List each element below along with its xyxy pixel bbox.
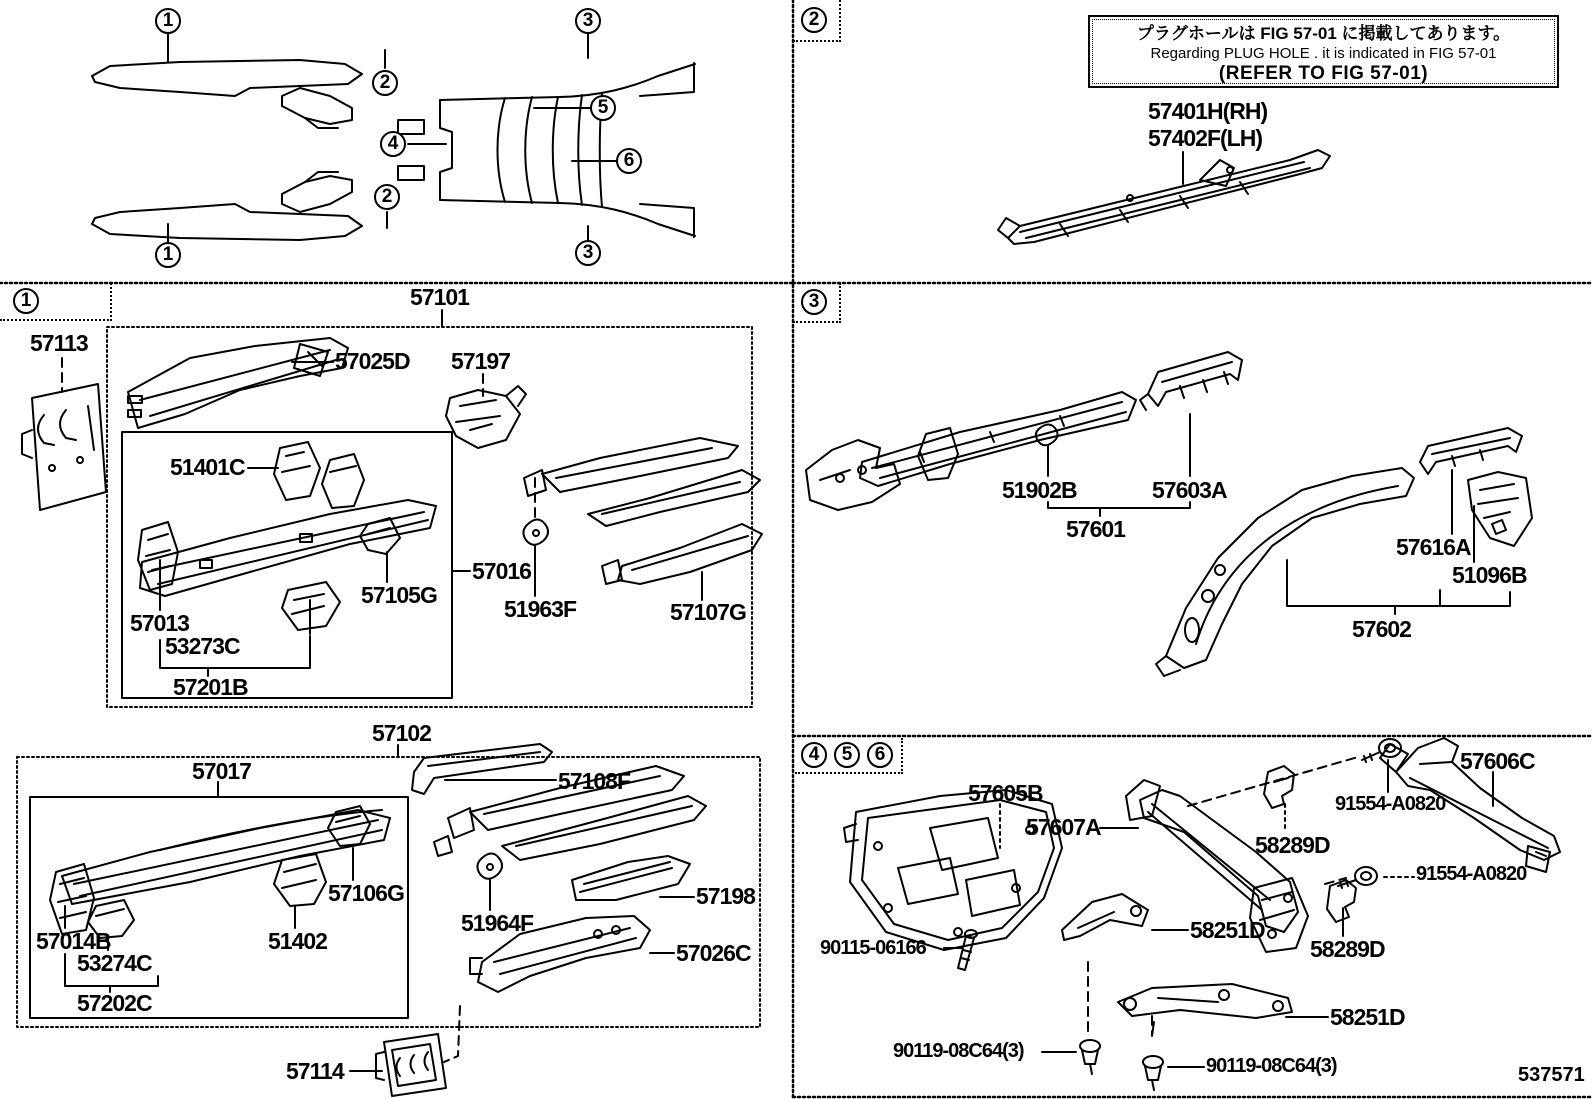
part-label-58289D-2: 58289D bbox=[1310, 936, 1385, 962]
sketch-58251D-brace-2 bbox=[1118, 984, 1292, 1018]
sketch-bolt-91554-2 bbox=[1338, 867, 1377, 888]
part-label-57014B: 57014B bbox=[36, 928, 111, 954]
leader-lines bbox=[65, 34, 1510, 1071]
section-marker-box-1 bbox=[0, 283, 112, 321]
overview-callout-3-top: 3 bbox=[575, 8, 601, 34]
part-label-57113: 57113 bbox=[30, 330, 88, 356]
part-label-90115: 90115-06166 bbox=[820, 937, 926, 959]
overview-callout-5: 5 bbox=[590, 95, 616, 121]
section-marker-3: 3 bbox=[801, 289, 827, 315]
overview-callout-2-top: 2 bbox=[372, 70, 398, 96]
figure-number: 537571 bbox=[1518, 1064, 1585, 1086]
part-label-51902B: 51902B bbox=[1002, 477, 1077, 503]
part-label-57616A: 57616A bbox=[1396, 534, 1471, 560]
plug-hole-note-box bbox=[1088, 15, 1559, 88]
part-label-57114: 57114 bbox=[286, 1058, 344, 1084]
part-label-51963F: 51963F bbox=[504, 596, 577, 622]
overview-callout-1-top: 1 bbox=[155, 8, 181, 34]
part-label-57108F: 57108F bbox=[558, 768, 631, 794]
sketch-57025D bbox=[128, 338, 348, 428]
sketch-57616A bbox=[1420, 428, 1522, 474]
overview-callout-3-bottom: 3 bbox=[575, 240, 601, 266]
part-label-57606C: 57606C bbox=[1460, 748, 1535, 774]
overview-callout-4: 4 bbox=[380, 131, 406, 157]
part-label-51096B: 51096B bbox=[1452, 562, 1527, 588]
part-label-57102: 57102 bbox=[372, 720, 431, 746]
part-label-90119-2: 90119-08C64(3) bbox=[1206, 1055, 1337, 1077]
part-label-57197: 57197 bbox=[451, 348, 510, 374]
sketch-58289D-bracket-1 bbox=[1264, 766, 1294, 808]
note-line-refer: (REFER TO FIG 57-01) bbox=[1218, 62, 1429, 84]
part-label-57107G: 57107G bbox=[670, 599, 746, 625]
section-marker-box-456 bbox=[795, 738, 903, 774]
overview-callout-6: 6 bbox=[616, 148, 642, 174]
section-marker-box-3 bbox=[793, 283, 841, 323]
part-label-57401H: 57401H(RH) bbox=[1148, 98, 1268, 124]
sketch-floor-panels-upper bbox=[524, 438, 762, 584]
sketch-bolt-90119-1 bbox=[1080, 1040, 1100, 1074]
sketch-57197 bbox=[446, 386, 526, 448]
sketch-58251D-brace-1 bbox=[1062, 894, 1148, 940]
sketch-57013 bbox=[138, 522, 178, 590]
part-label-57016: 57016 bbox=[472, 558, 531, 584]
part-label-57017: 57017 bbox=[192, 758, 251, 784]
part-label-53273C: 53273C bbox=[165, 633, 240, 659]
section-marker-2: 2 bbox=[801, 7, 827, 33]
sketch-rocker-57401 bbox=[998, 150, 1330, 244]
part-label-57402F: 57402F(LH) bbox=[1148, 125, 1262, 151]
box-57017-group bbox=[30, 797, 408, 1018]
part-label-57013: 57013 bbox=[130, 610, 189, 636]
sketch-51402 bbox=[274, 854, 326, 906]
sketch-51096B bbox=[1468, 472, 1532, 546]
part-label-57105G: 57105G bbox=[361, 582, 437, 608]
part-label-57025D: 57025D bbox=[335, 348, 410, 374]
part-label-51402: 51402 bbox=[268, 928, 327, 954]
part-label-58289D-1: 58289D bbox=[1255, 832, 1330, 858]
part-label-58251D-1: 58251D bbox=[1190, 917, 1265, 943]
section-marker-5: 5 bbox=[834, 742, 860, 768]
part-label-91554-2: 91554-A0820 bbox=[1416, 863, 1527, 885]
note-line-english: Regarding PLUG HOLE . it is indicated in FIG 57-01 bbox=[1150, 44, 1497, 62]
section-marker-6: 6 bbox=[867, 742, 893, 768]
part-label-58251D-2: 58251D bbox=[1330, 1004, 1405, 1030]
part-label-57198: 57198 bbox=[696, 883, 755, 909]
sketch-51963F bbox=[523, 520, 548, 545]
note-line-japanese: プラグホールは FIG 57-01 に掲載してあります。 bbox=[1136, 23, 1511, 43]
section-marker-1: 1 bbox=[13, 288, 39, 314]
part-label-57602: 57602 bbox=[1352, 616, 1411, 642]
part-label-57601: 57601 bbox=[1066, 516, 1125, 542]
section-marker-box-2 bbox=[793, 0, 841, 42]
part-label-53274C: 53274C bbox=[77, 950, 152, 976]
part-label-57607A: 57607A bbox=[1026, 814, 1101, 840]
overview-callout-2-bottom: 2 bbox=[374, 184, 400, 210]
sketch-57114 bbox=[376, 1034, 446, 1096]
part-label-57603A: 57603A bbox=[1152, 477, 1227, 503]
part-label-57106G: 57106G bbox=[328, 880, 404, 906]
section-marker-4: 4 bbox=[801, 742, 827, 768]
part-label-51964F: 51964F bbox=[461, 910, 534, 936]
sketch-57108F bbox=[412, 744, 552, 794]
part-label-57605B: 57605B bbox=[968, 780, 1043, 806]
part-label-91554-1: 91554-A0820 bbox=[1335, 793, 1446, 815]
part-label-51401C: 51401C bbox=[170, 454, 245, 480]
sketch-member-57601 bbox=[806, 392, 1136, 510]
overview-callout-1-bottom: 1 bbox=[155, 242, 181, 268]
part-label-57101: 57101 bbox=[410, 284, 469, 310]
sketch-57014B bbox=[50, 864, 94, 934]
sketch-57603A bbox=[1140, 352, 1242, 410]
sketch-51964F bbox=[477, 854, 502, 879]
part-label-57202C: 57202C bbox=[77, 990, 152, 1016]
part-label-57026C: 57026C bbox=[676, 940, 751, 966]
part-label-57201B: 57201B bbox=[173, 674, 248, 700]
sketch-57113 bbox=[22, 384, 106, 510]
part-label-90119-1: 90119-08C64(3) bbox=[893, 1040, 1024, 1062]
sketch-57198 bbox=[572, 856, 690, 900]
